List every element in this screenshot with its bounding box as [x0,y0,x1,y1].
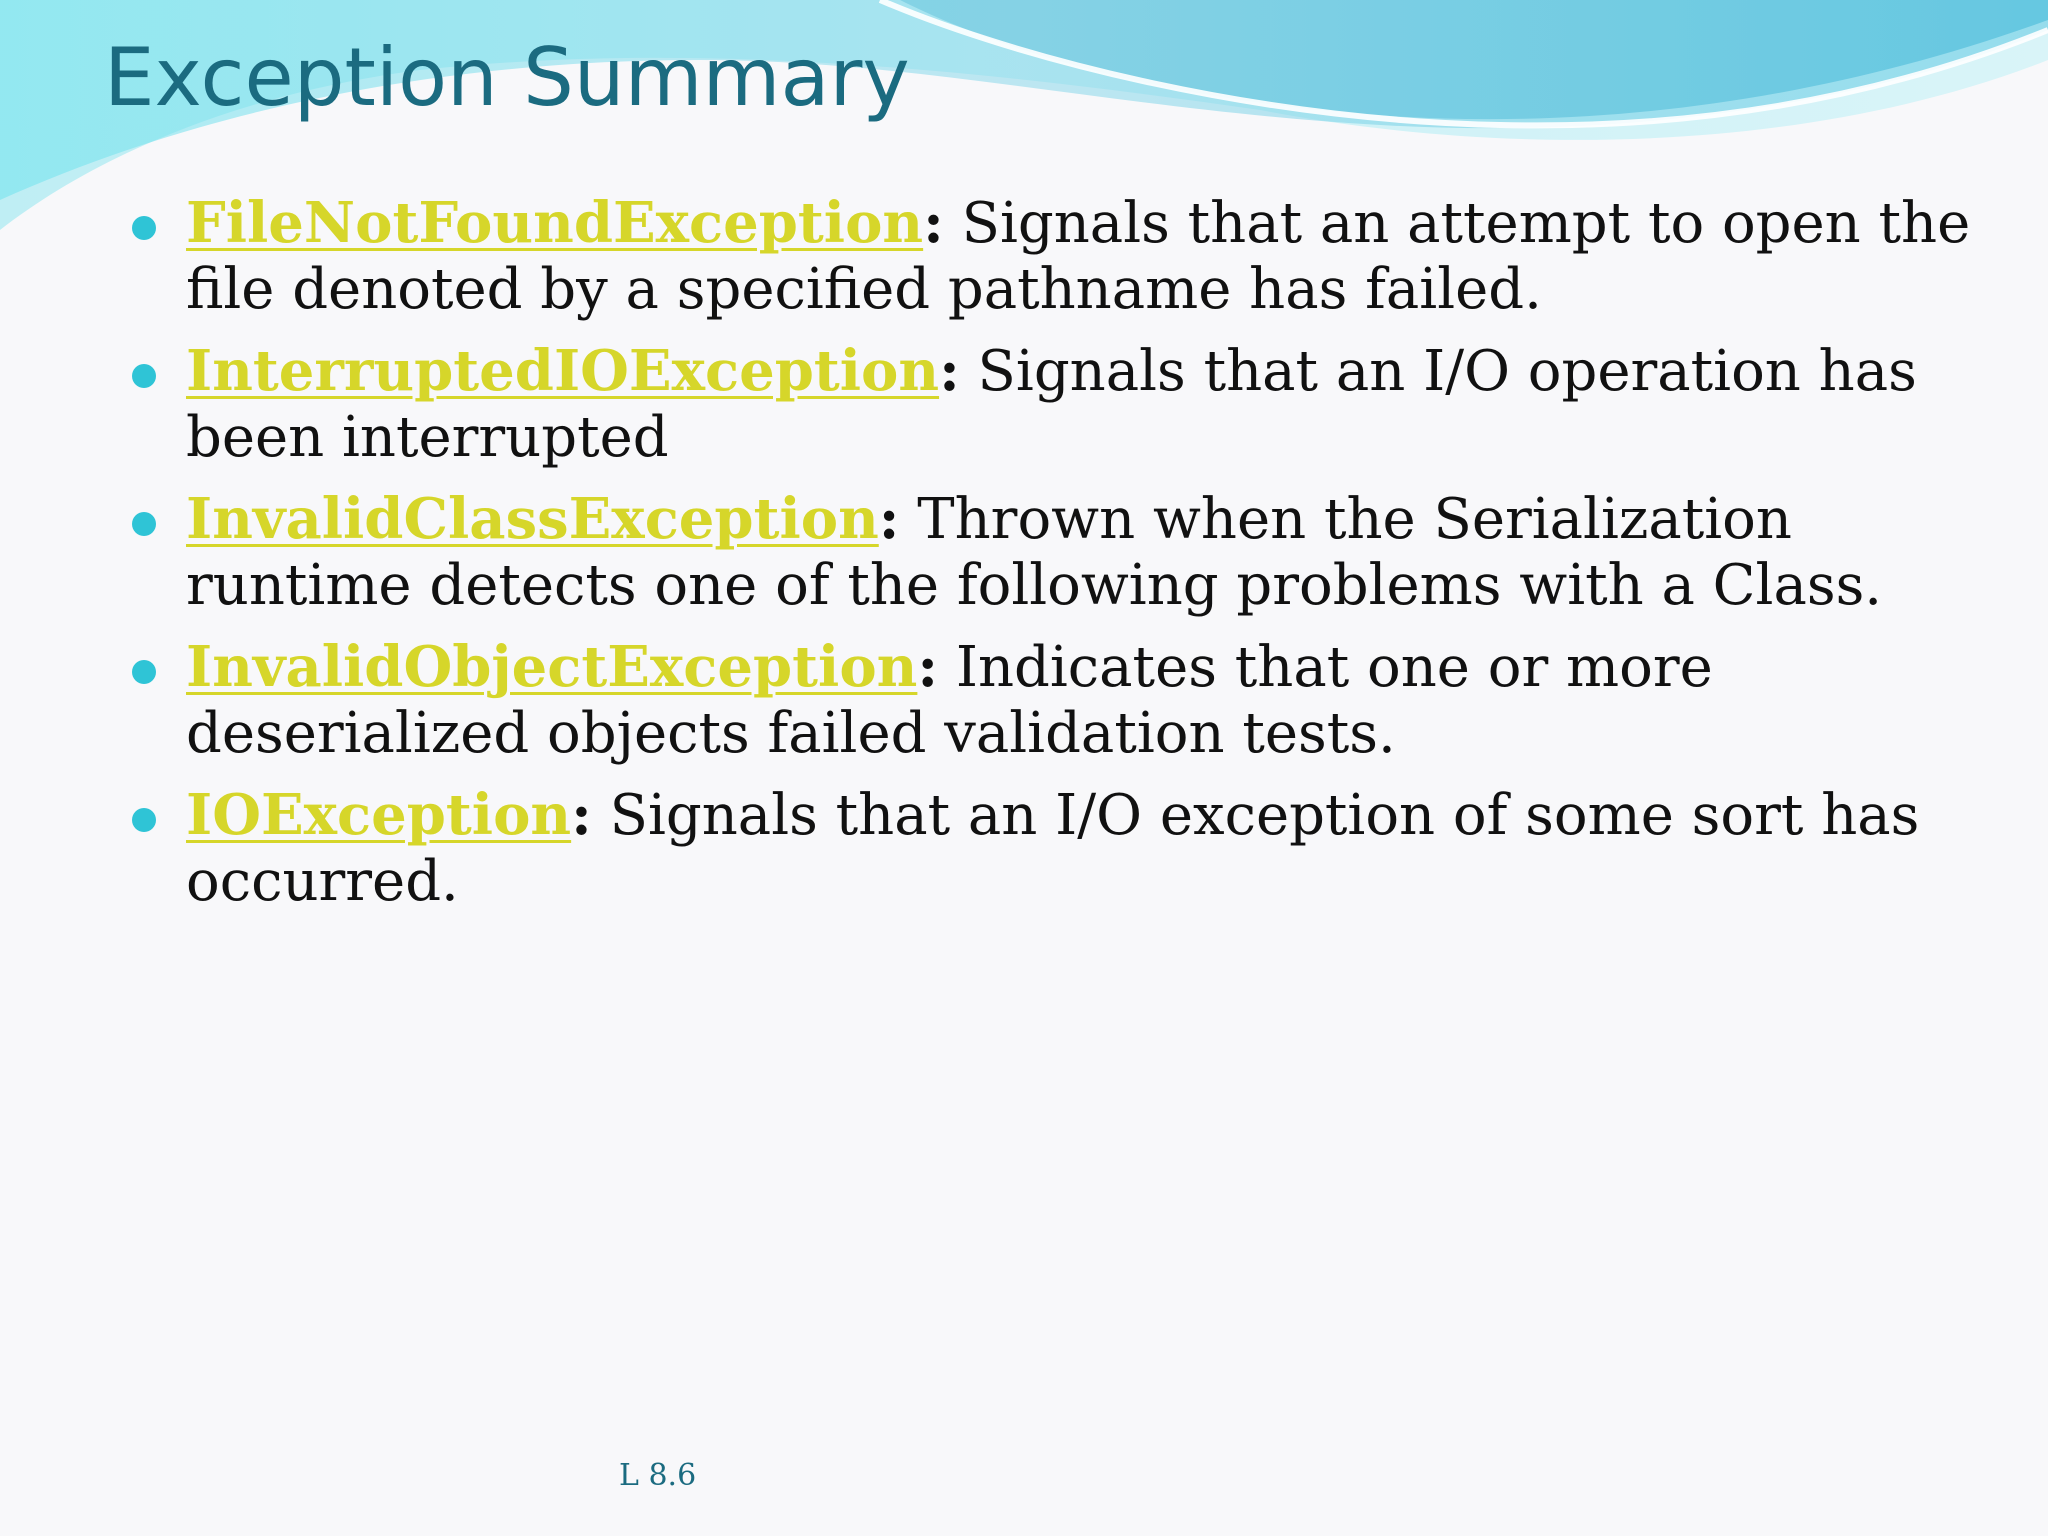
list-item [186,486,1976,619]
bullet-description: Thrown when the Serialization runtime detects one of the following problems with a Class. [186,487,1883,618]
exception-link-invalidclass[interactable]: InvalidClassException [186,486,879,552]
bullet-colon: : [923,190,944,256]
bullet-colon: : [878,486,900,552]
bullet-dot-icon [132,512,156,536]
list-item [186,338,1976,471]
exception-link-ioexception[interactable]: IOException [186,782,572,848]
list-item [186,782,1976,915]
bullet-description: Signals that an I/O operation has been interrupted [186,339,1917,470]
exception-link-filenotfound[interactable]: FileNotFoundException [186,190,924,256]
bullet-colon: : [571,782,592,848]
exception-link-invalidobject[interactable]: InvalidObjectException [186,634,918,700]
bullet-dot-icon [132,808,156,832]
bullet-description: Signals that an attempt to open the file denoted by a specified pathname has failed. [186,191,1971,322]
bullet-description: Signals that an I/O exception of some sort has occurred. [186,783,1920,914]
list-item [186,190,1976,323]
exception-link-interruptedio[interactable]: InterruptedIOException [186,338,940,404]
list-item [186,634,1976,767]
bullet-dot-icon [132,364,156,388]
bullet-colon: : [917,634,939,700]
exception-list [186,190,1976,930]
bullet-dot-icon [132,216,156,240]
slide-title: Exception Summary [104,31,910,124]
bullet-dot-icon [132,660,156,684]
bullet-colon: : [939,338,960,404]
bullet-description: Indicates that one or more deserialized objects failed validation tests. [186,635,1713,766]
slide-footer-label: L 8.6 [619,1458,697,1493]
